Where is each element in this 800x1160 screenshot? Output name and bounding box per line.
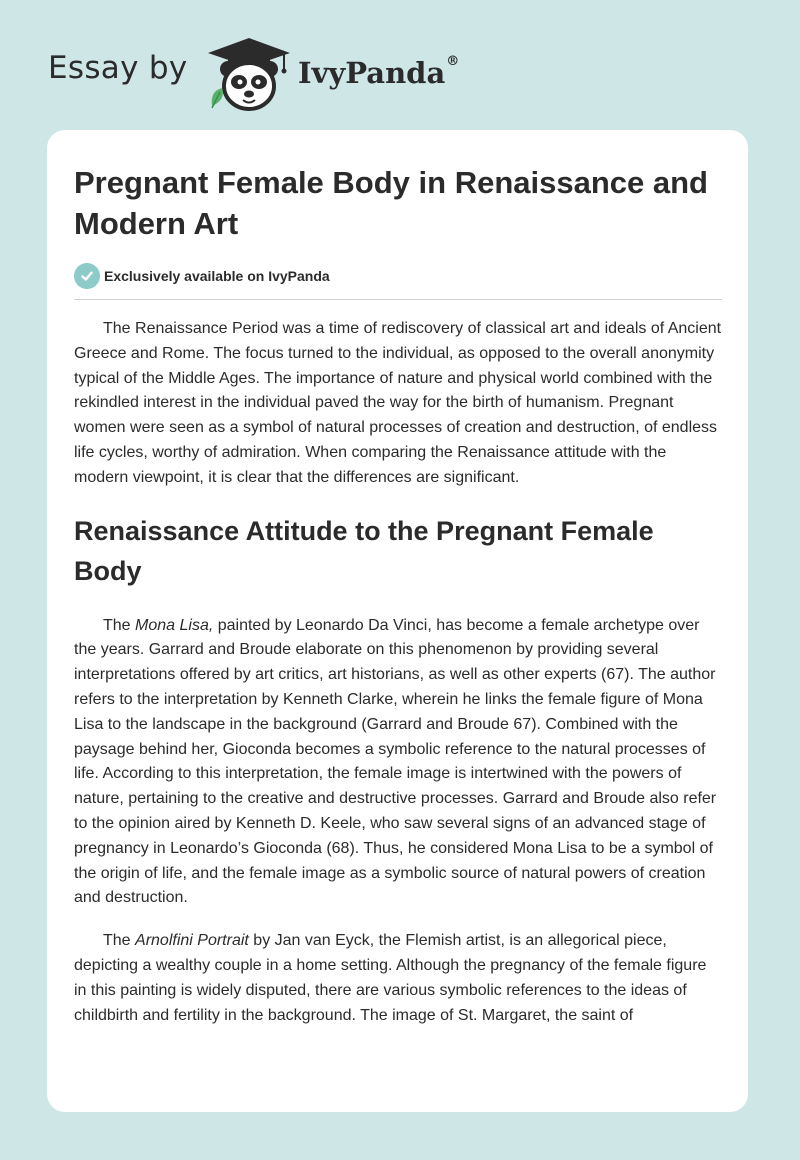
paragraph-mona-lisa [74,614,722,912]
artwork-title: Mona Lisa, [135,616,214,634]
essay-card [47,130,748,1112]
site-header [48,36,508,116]
section-heading: Renaissance Attitude to the Pregnant Female Body [74,515,654,586]
brand-name[interactable] [298,56,459,90]
divider [74,299,722,300]
exclusive-badge [74,263,722,289]
artwork-title: Arnolfini Portrait [135,932,249,950]
essay-title: Pregnant Female Body in Renaissance and Modern Art [74,165,708,241]
paragraph-text: by Jan van Eyck, the Flemish artist, is an allegorical piece, depicting a wealthy couple in a home setting. Although the pregnancy of the female figure in this painting is widely disputed, there are various symbolic references to the ideas of childbirth and fertility in the background. The image of St. Margaret, the saint of [74,932,707,1024]
paragraph-text: The [103,932,136,950]
essay-by-label: Essay by [48,50,188,86]
exclusive-badge-label: Exclusively available on IvyPanda [104,268,330,284]
essay-content [74,162,722,1028]
brand-text: IvyPanda [298,56,446,90]
registered-mark: ® [446,54,460,69]
panda-graduate-icon [204,36,294,112]
paragraph-text: The [103,616,136,634]
intro-paragraph: The Renaissance Period was a time of rediscovery of classical art and ideals of Ancient Greece and Rome. The focus turned to the individual, as opposed to the overall anonymity typical of the Middle Ages. The importance of nature and physical world combined with the rekindled interest in the individual paved the way for the birth of humanism. Pregnant women were seen as a symbol of natural processes of creation and destruction, of endless life cycles, worthy of admiration. When comparing the Renaissance attitude with the modern viewpoint, it is clear that the differences are significant. [74,320,722,486]
paragraph-text: painted by Leonardo Da Vinci, has become a female archetype over the years. Garrard and Broude elaborate on this phenomenon by providing several interpretations offered by art critics, art historians, as well as other experts (67). The author refers to the interpretation by Kenneth Clarke, wherein he links the female figure of Mona Lisa to the landscape in the background (Garrard and Broude 67). Combined with the paysage behind her, Gioconda becomes a symbolic reference to the natural processes of life. According to this interpretation, the female image is intertwined with the powers of nature, pertaining to the creative and destructive processes. Garrard and Broude also refer to the opinion aired by Kenneth D. Keele, who saw several signs of an advanced stage of pregnancy in Leonardo’s Gioconda (68). Thus, he considered Mona Lisa to be a symbol of the origin of life, and the female image as a symbolic source of natural powers of creation and destruction. [74,616,717,907]
paragraph-arnolfini [74,929,722,1028]
check-icon [74,263,100,289]
